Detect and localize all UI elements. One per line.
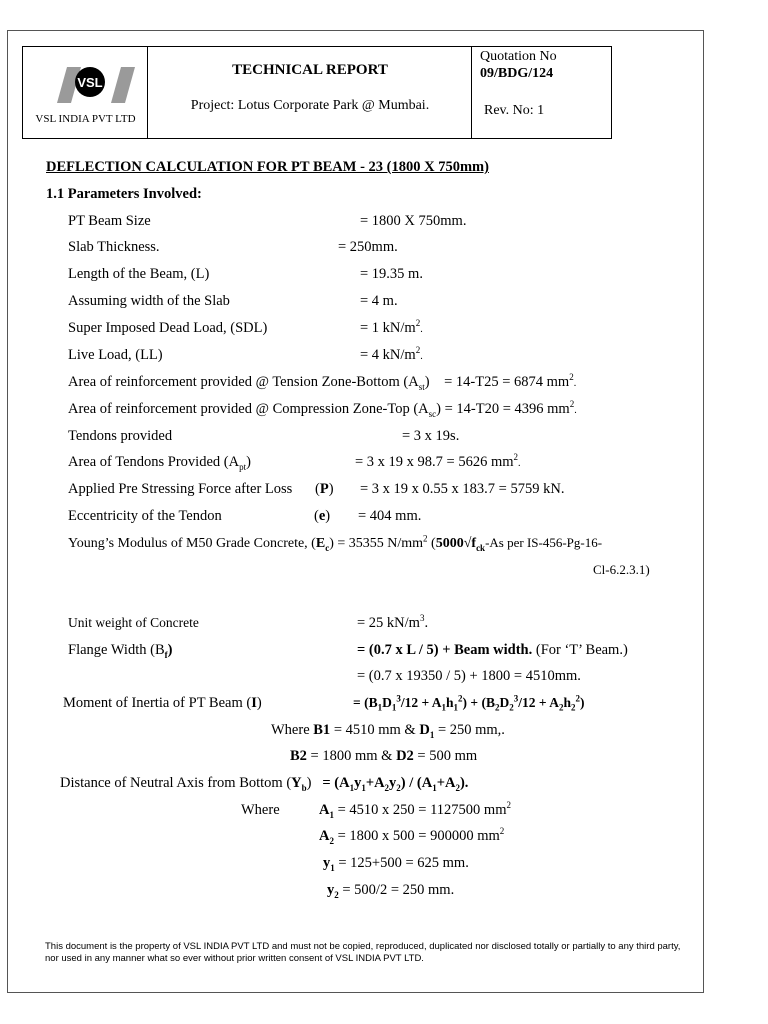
tendons-label: Tendons provided: [68, 428, 173, 444]
y2-line: $y_2 = 500/2 = 250$ mm.: [327, 882, 455, 900]
asc-label: Area of reinforcement provided @ Compression Zone-Top (A: [68, 401, 429, 417]
ast-sub: st: [418, 381, 425, 392]
y1-calc: = 125+500 = 625 mm.: [338, 855, 469, 871]
flange-width-calc: = (0.7 x 19350 / 5) + 1800 = 4510mm.: [357, 668, 581, 684]
beam-size-value: = 1800 X 750mm.: [360, 213, 467, 229]
where-b1-value: = 4510 mm &: [333, 722, 416, 738]
header-table: [22, 46, 612, 139]
ec-reference: -As per IS-456-Pg-16-: [485, 535, 603, 550]
ec-value: ) = 35355 N/mm: [329, 536, 424, 551]
apt-sub: pt: [239, 461, 247, 472]
a2-line: $A_2 = 1800$ x 500 = 900000 $mm^2$: [319, 826, 505, 846]
sdl-value-line: = 1 $kN/m^2$.: [360, 318, 423, 336]
flange-width-note: (For ‘T’ Beam.): [535, 642, 628, 658]
beam-length-label: Length of the Beam, (L): [68, 266, 210, 282]
company-name: VSL INDIA PVT LTD: [35, 113, 136, 125]
neutral-axis-label: Distance of Neutral Axis from Bottom (: [60, 775, 292, 791]
live-load-value: = 4 kN/m: [360, 347, 416, 363]
neutral-axis-sub: b: [301, 782, 307, 793]
unit-weight-line: = 25 $kN/m^3$.: [357, 613, 429, 631]
quotation-label: Quotation No: [480, 49, 557, 64]
eccentricity-symbol: e: [318, 508, 326, 524]
moi-symbol: I: [251, 695, 257, 711]
apt-label: Area of Tendons Provided (A: [68, 454, 240, 470]
apt-value-line: = 3 x 19 x 98.7 = 5626 $mm^2$.: [355, 452, 521, 470]
eccentricity-value: = 404 mm.: [358, 508, 422, 524]
document-heading: DEFLECTION CALCULATION FOR PT BEAM - 23 (1800 X 750mm): [46, 159, 489, 175]
slab-thickness-label: Slab Thickness.: [68, 239, 160, 255]
ec-sub: c: [325, 542, 330, 553]
force-symbol: P: [319, 481, 329, 497]
eccentricity-symbol-line: (e): [314, 508, 331, 524]
title-cell: [148, 47, 472, 138]
footer-disclaimer: This document is the property of VSL INDIA PVT LTD and must not be copied, reproduced, duplicated nor disclosed totally or partially to any third party, nor used in any manner what so ever without prior written consent of VSL INDIA PVT LTD.: [45, 941, 681, 964]
a2-calc: = 1800 x 500 = 900000 mm: [337, 828, 500, 844]
logo-text: VSL: [77, 75, 103, 90]
project-name: Project: Lotus Corporate Park @ Mumbai.: [190, 98, 430, 113]
where-label-2: Where: [241, 802, 280, 818]
ast-value: = 14-T25 = 6874 mm: [444, 374, 570, 390]
live-load-label: Live Load, (LL): [68, 347, 163, 363]
eccentricity-label: Eccentricity of the Tendon: [68, 508, 222, 524]
where-b2-d2: B2 = 1800 mm & D2 = 500 mm: [290, 748, 478, 764]
beam-size-label: PT Beam Size: [68, 213, 151, 229]
logo-cell: [23, 47, 148, 138]
asc-line: Area of reinforcement provided @ Compression Zone-Top $(A_{sc}) = 14-T20 = 4396$ $mm^2$.: [68, 399, 577, 419]
force-label: Applied Pre Stressing Force after Loss: [68, 481, 293, 497]
vsl-logo-icon: [43, 67, 139, 103]
youngs-modulus-line: Young’s Modulus of M50 Grade Concrete, $(E_c) = 35355$ $N/mm^2$ ($5000√f_{ck}-As$ per IS-456-Pg-16-: [68, 533, 603, 553]
moi-label: Moment of Inertia of PT Beam (: [63, 695, 252, 711]
a1-line: $A_1 = 4510$ x 250 = 1127500 $mm^2$: [319, 800, 511, 820]
sdl-value: = 1 kN/m: [360, 320, 416, 336]
neutral-axis-line: Distance of Neutral Axis from Bottom $(Y_b) = (A_1y_1+A_2y_2) / (A_1+A_2)$.: [60, 775, 469, 793]
unit-weight-value: = 25 kN/m: [357, 615, 420, 631]
apt-value: = 3 x 19 x 98.7 = 5626 mm: [355, 454, 514, 470]
revision-number: Rev. No: 1: [484, 103, 545, 118]
quotation-cell: [472, 47, 611, 138]
y1-line: $y_1 = 125+500 = 625$ mm.: [323, 855, 469, 873]
flange-width-label: Flange Width (B: [68, 642, 165, 658]
ec-formula-sub: ck: [476, 542, 486, 553]
force-symbol-line: (P): [315, 481, 334, 497]
beam-length-value: = 19.35 m.: [360, 266, 423, 282]
where-b2-value: = 1800 mm &: [310, 748, 393, 764]
asc-value: = 14-T20 = 4396 mm: [444, 401, 570, 417]
moi-line: Moment of Inertia of PT Beam (I): [63, 695, 262, 711]
tendons-value: = 3 x 19s.: [402, 428, 460, 444]
flange-width-sub: f: [164, 649, 168, 660]
quotation-number: 09/BDG/124: [480, 66, 554, 81]
force-value: = 3 x 19 x 0.55 x 183.7 = 5759 kN.: [360, 481, 565, 497]
ast-label: Area of reinforcement provided @ Tension Zone-Bottom (A: [68, 374, 419, 390]
slab-width-value: = 4 m.: [360, 293, 398, 309]
sdl-label: Super Imposed Dead Load, (SDL): [68, 320, 268, 336]
where-d1-value: = 250 mm,.: [437, 722, 505, 738]
ec-formula: 5000√f: [435, 536, 477, 551]
ec-label: Young’s Modulus of M50 Grade Concrete, (: [68, 536, 316, 551]
ec-symbol: E: [315, 536, 326, 551]
slab-width-label: Assuming width of the Slab: [68, 293, 230, 309]
slab-thickness-value: = 250mm.: [338, 239, 398, 255]
apt-line: Area of Tendons Provided $(A_{pt})$: [68, 454, 251, 472]
ec-reference-clause: Cl-6.2.3.1): [593, 562, 650, 577]
ast-line: Area of reinforcement provided @ Tension Zone-Bottom $(A_{st})$ = 14-T25 = 6874 $mm^2$.: [68, 372, 577, 392]
asc-sub: sc: [428, 408, 437, 419]
where-d2-value: = 500 mm: [417, 748, 478, 764]
report-title: TECHNICAL REPORT: [232, 62, 388, 78]
flange-width-formula-line: [357, 641, 628, 659]
flange-width-line: Flange Width $(B_f)$: [68, 642, 173, 660]
flange-width-formula: = (0.7 x L / 5) + Beam width.: [357, 642, 533, 658]
unit-weight-label: Unit weight of Concrete: [68, 615, 199, 630]
y2-calc: = 500/2 = 250 mm.: [342, 882, 455, 898]
section-heading: 1.1 Parameters Involved:: [46, 186, 202, 202]
where-b1-d1: Where B1 = 4510 mm & $D_1 = 250$ mm,.: [271, 722, 505, 740]
neutral-axis-symbol: Y: [291, 775, 302, 791]
a1-calc: = 4510 x 250 = 1127500 mm: [337, 802, 507, 818]
moi-formula: = $(B_1D_1^3/12 + A_1h_1^2) + (B_2D_2^3/12 + A_2h_2^2)$: [353, 693, 585, 713]
live-load-line: = 4 $kN/m^2$.: [360, 345, 423, 363]
where-label-1: Where: [271, 722, 310, 738]
